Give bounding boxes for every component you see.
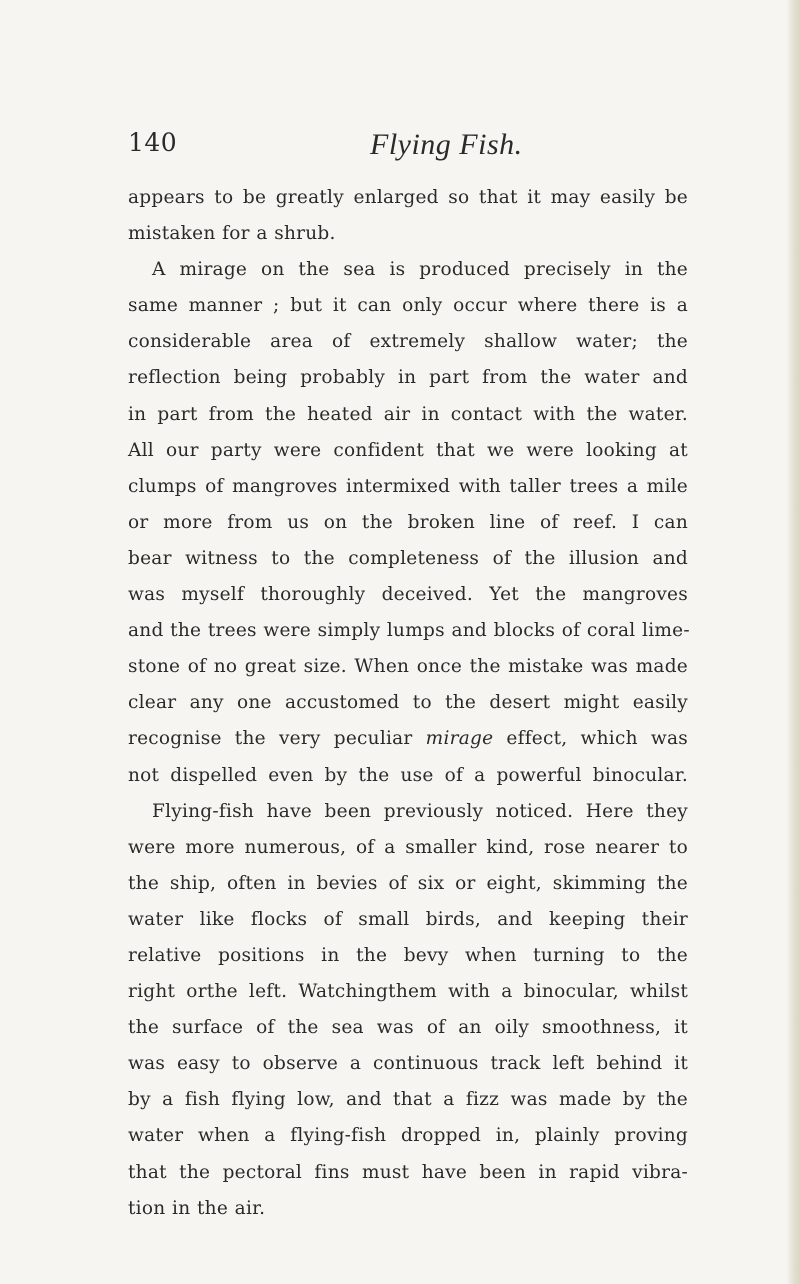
text-line: same manner ; but it can only occur where there is a (128, 295, 688, 317)
text-line: and the trees were simply lumps and blocks of coral lime- (128, 620, 690, 642)
text-line: reflection being probably in part from the water and (128, 367, 688, 389)
text-line: the surface of the sea was of an oily smoothness, it (128, 1017, 688, 1039)
text-line: clear any one accustomed to the desert might easily (128, 692, 688, 714)
italic-word-mirage: mirage (425, 728, 494, 750)
text-segment: recognise the very peculiar (128, 728, 413, 750)
text-line: A mirage on the sea is produced precisely in the (152, 259, 688, 281)
page-header (128, 128, 688, 168)
text-line: the ship, often in bevies of six or eight, skimming the (128, 872, 688, 894)
text-line: stone of no great size. When once the mistake was made (128, 656, 688, 678)
text-line: tion in the air. (128, 1197, 266, 1219)
text-line: appears to be greatly enlarged so that it may easily be (128, 187, 688, 208)
text-line: bear witness to the completeness of the illusion and (128, 547, 688, 569)
running-title: Flying Fish. (370, 128, 523, 161)
text-line: mistaken for a shrub. (128, 223, 336, 245)
body-text (128, 180, 688, 1227)
text-line: or more from us on the broken line of reef. I can (128, 511, 688, 533)
text-line: considerable area of extremely shallow water; the (128, 331, 688, 353)
text-line: were more numerous, of a smaller kind, rose nearer to (128, 836, 688, 858)
text-line: water like flocks of small birds, and keeping their (128, 908, 688, 930)
text-line: in part from the heated air in contact with the water. (128, 403, 688, 425)
text-line: relative positions in the bevy when turning to the (128, 944, 688, 966)
text-line: that the pectoral fins must have been in rapid vibra- (128, 1161, 688, 1183)
page-edge-shadow (786, 0, 800, 1284)
text-line: water when a flying-fish dropped in, plainly proving (128, 1125, 688, 1147)
text-segment: effect, which was (506, 728, 688, 750)
text-line: by a fish flying low, and that a fizz was made by the (128, 1089, 688, 1111)
text-line: Flying-fish have been previously noticed. Here they (152, 800, 688, 822)
page-number: 140 (128, 128, 178, 157)
text-line: clumps of mangroves intermixed with taller trees a mile (128, 475, 688, 497)
text-line: right orthe left. Watchingthem with a binocular, whilst (128, 981, 688, 1003)
text-line: All our party were confident that we were looking at (128, 439, 688, 461)
text-line: was easy to observe a continuous track left behind it (128, 1053, 688, 1075)
text-line: not dispelled even by the use of a powerful binocular. (128, 764, 688, 786)
text-line-with-italic (128, 721, 688, 757)
text-line: was myself thoroughly deceived. Yet the mangroves (128, 584, 688, 606)
